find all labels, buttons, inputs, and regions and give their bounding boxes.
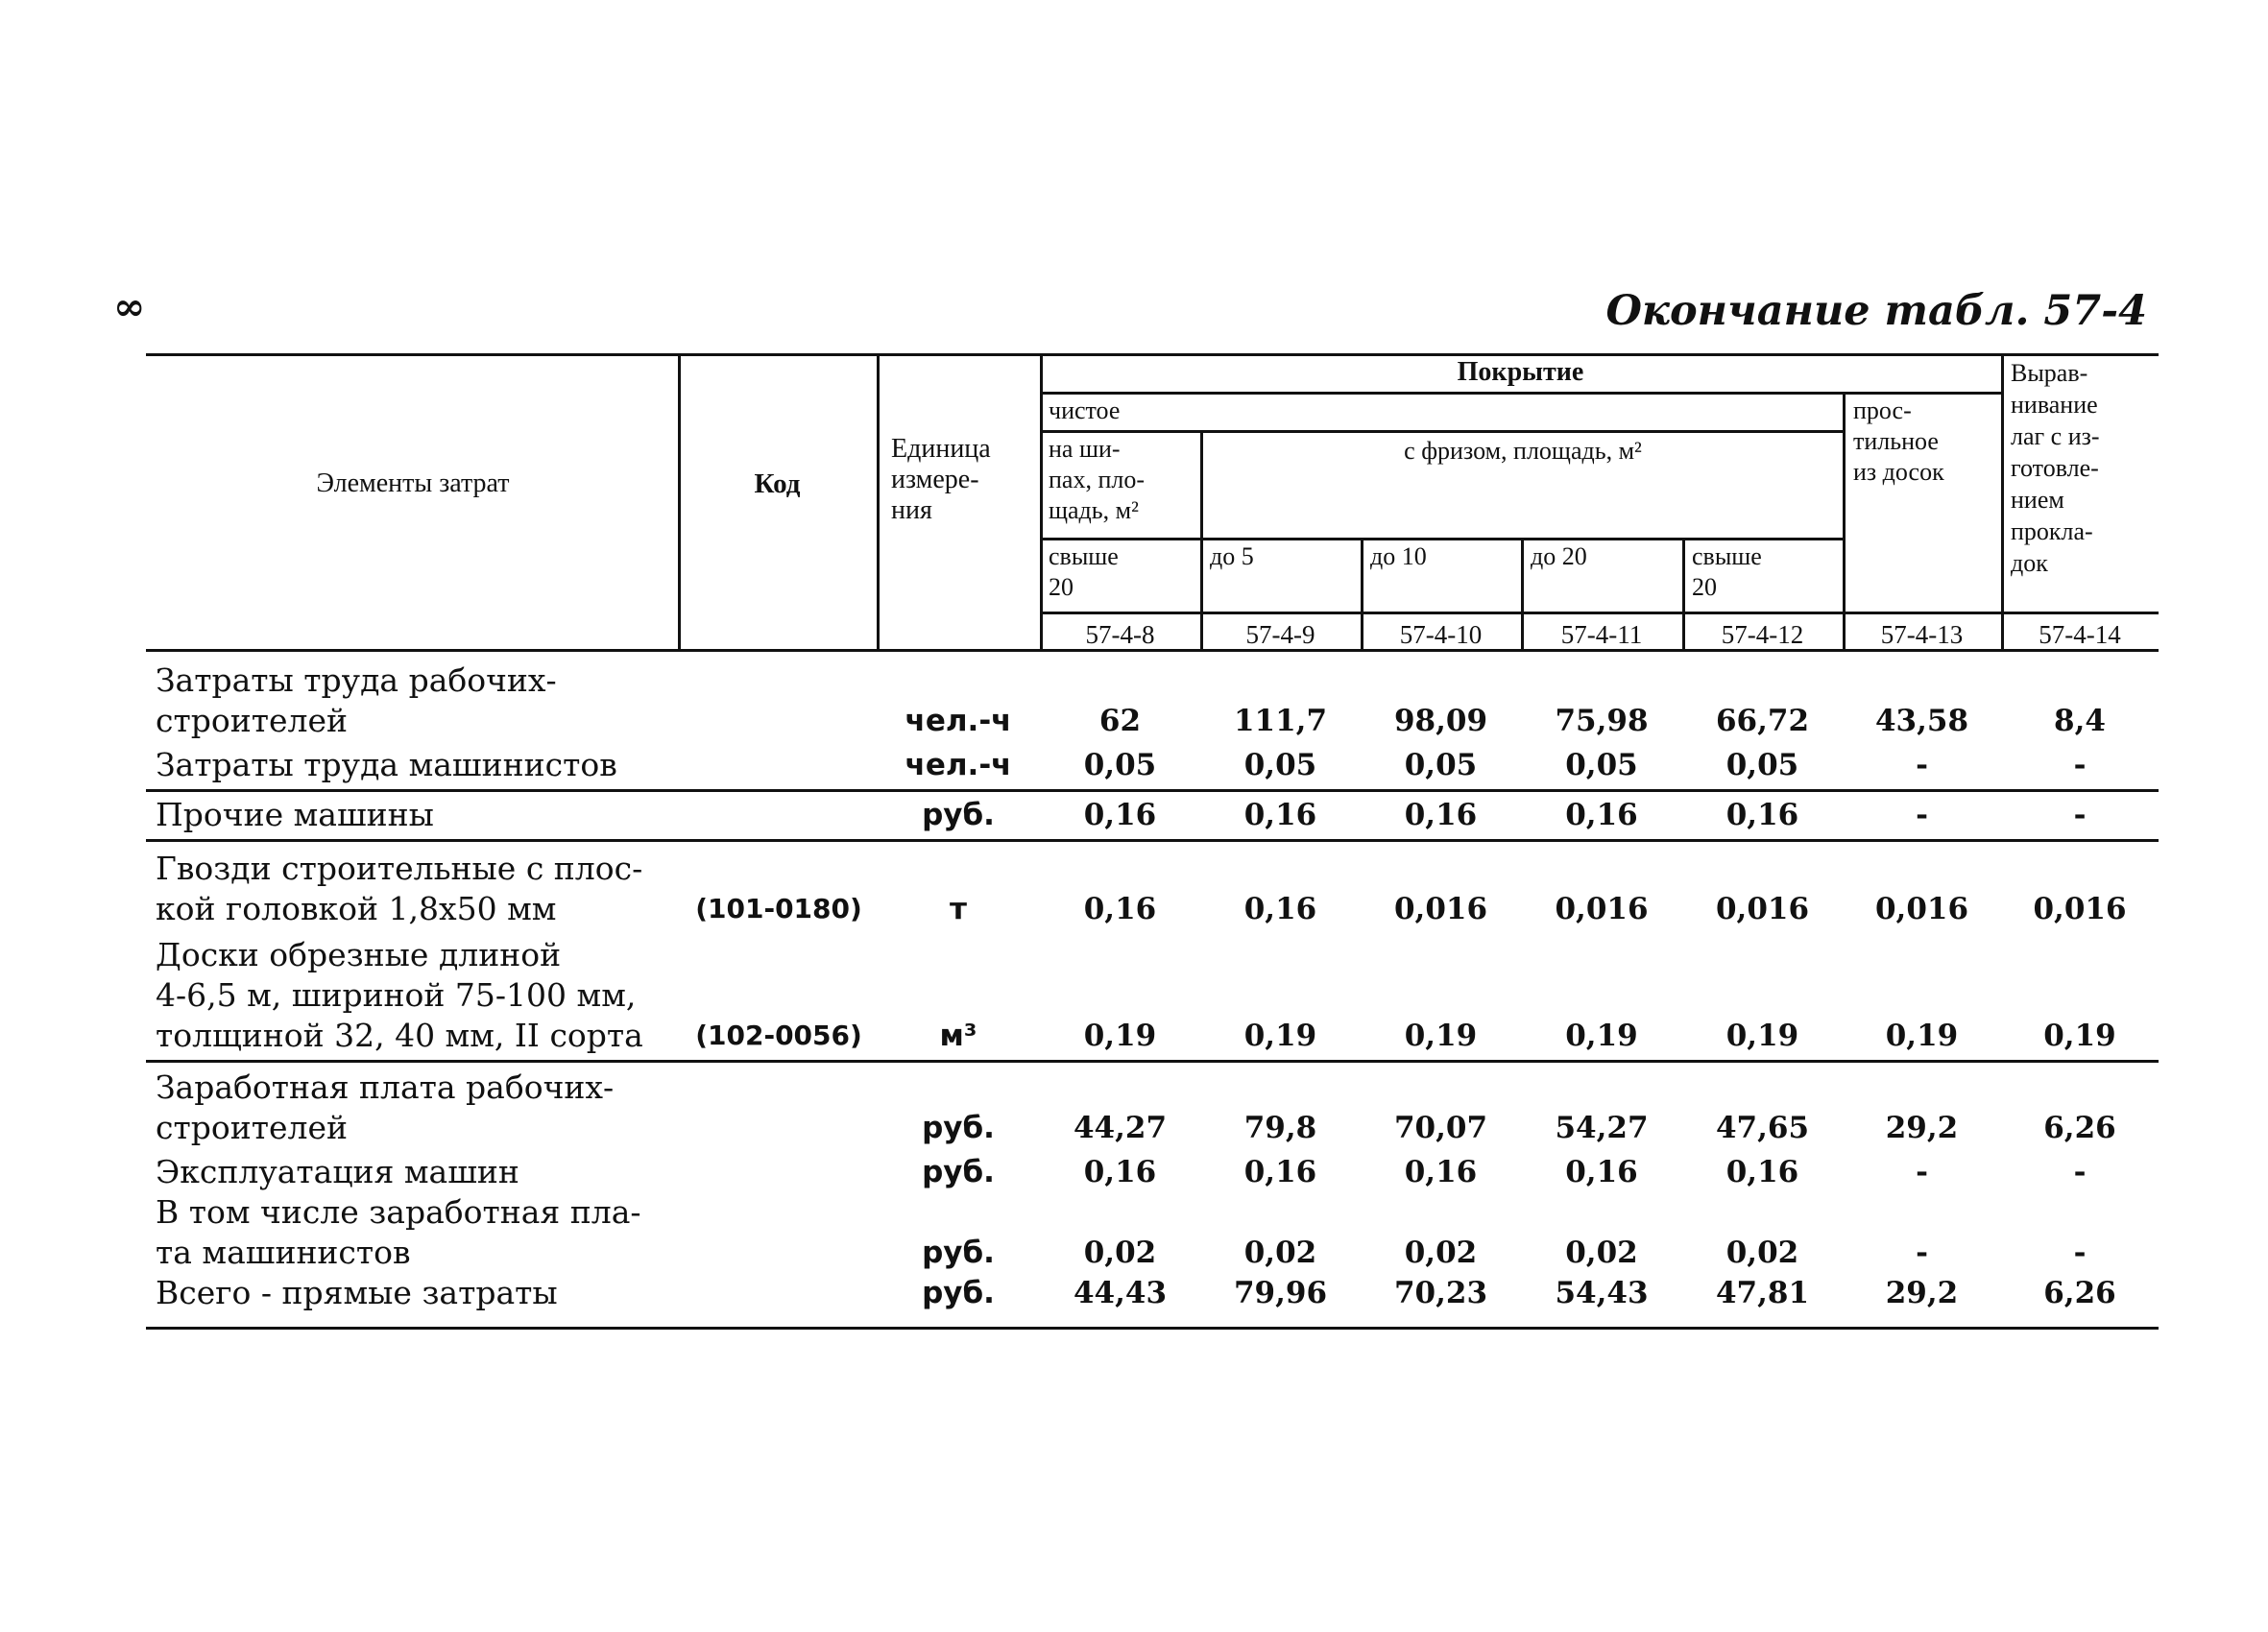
row-value: 44,27	[1073, 1111, 1168, 1145]
row-value: 70,23	[1393, 1276, 1488, 1310]
row-value: 0,016	[1715, 892, 1810, 926]
column-code: 57-4-12	[1721, 620, 1804, 649]
row-value: -	[1916, 1155, 1928, 1189]
row-value: -	[2073, 748, 2087, 782]
row-value: 0,19	[1243, 1019, 1317, 1053]
row-value: 0,16	[1083, 798, 1157, 832]
column-code: 57-4-14	[2039, 620, 2121, 649]
row-code: (102-0056)	[695, 1020, 862, 1051]
header-range-line: свыше	[1692, 542, 1762, 570]
row-value: 0,19	[1725, 1019, 1799, 1053]
group-separator	[146, 839, 2159, 842]
row-value: 0,16	[1243, 1155, 1317, 1189]
row-value: 0,016	[1874, 892, 1969, 926]
header-with-frieze: с фризом, площадь, м²	[1404, 437, 1642, 465]
row-value: 0,19	[1885, 1019, 1959, 1053]
row-value: 0,16	[1243, 798, 1317, 832]
row-unit: т	[950, 892, 967, 926]
row-value: 8,4	[2054, 704, 2106, 738]
row-value: 0,19	[2043, 1019, 2116, 1053]
row-label: толщиной 32, 40 мм, II сорта	[156, 1017, 643, 1054]
row-value: -	[1916, 748, 1928, 782]
row-value: -	[2073, 1236, 2087, 1270]
row-label: кой головкой 1,8x50 мм	[156, 890, 557, 927]
row-value: 47,81	[1715, 1276, 1810, 1310]
row-unit: чел.-ч	[905, 704, 1012, 738]
column-code: 57-4-13	[1880, 620, 1964, 649]
header-leveling-line: прокла-	[2011, 517, 2093, 545]
row-value: 29,2	[1885, 1276, 1959, 1310]
row-value: 0,02	[1404, 1236, 1478, 1270]
row-code: (101-0180)	[695, 893, 862, 924]
header-plank	[1853, 396, 1999, 488]
table-bottom-rule	[146, 1327, 2159, 1330]
row-value: 0,016	[2033, 892, 2127, 926]
header-on-dowels	[1049, 434, 1198, 526]
header-leveling	[2011, 357, 2157, 579]
header-plank-line: тильное	[1853, 427, 1939, 455]
header-range-line: 20	[1049, 573, 1074, 601]
row-label: Гвозди строительные с плос-	[156, 850, 643, 887]
row-value: 44,43	[1073, 1276, 1168, 1310]
header-range	[1370, 541, 1514, 572]
row-label: Заработная плата рабочих-	[156, 1068, 615, 1106]
row-label: Эксплуатация машин	[156, 1153, 519, 1190]
header-range-line: 20	[1692, 573, 1717, 601]
row-unit: м³	[939, 1019, 977, 1053]
group-separator	[146, 1060, 2159, 1063]
row-value: 0,16	[1404, 798, 1478, 832]
group-separator	[146, 789, 2159, 792]
header-leveling-line: док	[2011, 549, 2048, 577]
row-unit: руб.	[922, 1236, 995, 1270]
header-leveling-line: лаг с из-	[2011, 422, 2100, 450]
row-value: 0,16	[1404, 1155, 1478, 1189]
row-value: 0,16	[1565, 798, 1638, 832]
header-range-line: свыше	[1049, 542, 1119, 570]
row-value: 0,02	[1725, 1236, 1799, 1270]
row-label: Всего - прямые затраты	[156, 1274, 558, 1311]
row-label: Затраты труда рабочих-	[156, 661, 557, 699]
row-value: 0,16	[1243, 892, 1317, 926]
row-value: 0,16	[1725, 1155, 1799, 1189]
row-label: строителей	[156, 702, 348, 739]
row-value: 47,65	[1715, 1111, 1810, 1145]
row-value: 79,96	[1233, 1276, 1328, 1310]
row-value: 70,07	[1393, 1111, 1488, 1145]
row-value: 43,58	[1874, 704, 1969, 738]
row-label: Прочие машины	[156, 796, 434, 833]
row-value: -	[2073, 1155, 2087, 1189]
row-unit: руб.	[922, 1155, 995, 1189]
header-on-dowels-line: щадь, м²	[1049, 496, 1139, 524]
row-value: 111,7	[1233, 704, 1328, 738]
row-label: Доски обрезные длиной	[156, 936, 562, 973]
column-code: 57-4-9	[1245, 620, 1315, 649]
header-clean: чистое	[1049, 396, 1121, 424]
row-value: 0,02	[1565, 1236, 1638, 1270]
header-on-dowels-line: на ши-	[1049, 435, 1121, 463]
row-value: 0,016	[1555, 892, 1649, 926]
header-range	[1692, 541, 1836, 603]
row-unit: руб.	[922, 1276, 995, 1310]
row-value: 0,16	[1565, 1155, 1638, 1189]
table-caption: Окончание табл. 57-4	[1605, 287, 2147, 335]
row-label: Затраты труда машинистов	[156, 746, 617, 783]
header-leveling-line: нивание	[2011, 391, 2098, 419]
row-unit: чел.-ч	[905, 748, 1012, 782]
row-unit: руб.	[922, 1111, 995, 1145]
row-value: 0,02	[1243, 1236, 1317, 1270]
row-value: 0,05	[1725, 748, 1799, 782]
header-unit	[891, 434, 1035, 526]
row-label: строителей	[156, 1109, 348, 1146]
row-value: 0,16	[1083, 892, 1157, 926]
row-value: 0,19	[1404, 1019, 1478, 1053]
page-mark: ∞	[113, 284, 146, 329]
row-value: 6,26	[2043, 1276, 2116, 1310]
header-range-line: до 20	[1531, 542, 1587, 570]
header-plank-line: из досок	[1853, 458, 1944, 486]
row-value: 0,16	[1083, 1155, 1157, 1189]
row-value: 62	[1098, 704, 1142, 738]
row-value: 0,05	[1404, 748, 1478, 782]
row-value: 29,2	[1885, 1111, 1959, 1145]
column-code: 57-4-10	[1399, 620, 1483, 649]
row-value: 79,8	[1243, 1111, 1317, 1145]
header-unit-line: Единица	[891, 434, 991, 464]
header-leveling-line: нием	[2011, 486, 2064, 514]
column-code: 57-4-8	[1085, 620, 1155, 649]
row-value: -	[2073, 798, 2087, 832]
row-label: 4-6,5 м, шириной 75-100 мм,	[156, 976, 637, 1014]
header-unit-line: ния	[891, 495, 932, 525]
row-value: 6,26	[2043, 1111, 2116, 1145]
row-value: 0,05	[1083, 748, 1157, 782]
header-range	[1531, 541, 1675, 572]
column-code: 57-4-11	[1560, 620, 1643, 649]
header-range	[1210, 541, 1354, 572]
row-value: 54,43	[1555, 1276, 1649, 1310]
header-leveling-line: готовле-	[2011, 454, 2099, 482]
header-plank-line: прос-	[1853, 396, 1912, 424]
row-value: -	[1916, 1236, 1928, 1270]
row-value: 0,16	[1725, 798, 1799, 832]
row-value: 0,19	[1565, 1019, 1638, 1053]
header-coverage: Покрытие	[1457, 357, 1584, 387]
header-leveling-line: Вырав-	[2011, 359, 2088, 387]
row-unit: руб.	[922, 798, 995, 832]
header-elements: Элементы затрат	[316, 468, 510, 498]
row-value: 54,27	[1555, 1111, 1649, 1145]
header-unit-line: измере-	[891, 465, 979, 494]
header-range-line: до 5	[1210, 542, 1254, 570]
row-label: В том числе заработная пла-	[156, 1193, 641, 1231]
row-value: 0,05	[1243, 748, 1317, 782]
row-value: 66,72	[1715, 704, 1810, 738]
row-value: 0,05	[1565, 748, 1638, 782]
row-value: 75,98	[1555, 704, 1649, 738]
header-range-line: до 10	[1370, 542, 1427, 570]
row-value: 0,19	[1083, 1019, 1157, 1053]
row-label: та машинистов	[156, 1234, 411, 1271]
header-on-dowels-line: пах, пло-	[1049, 466, 1146, 493]
row-value: 0,016	[1393, 892, 1488, 926]
row-value: 0,02	[1083, 1236, 1157, 1270]
header-range	[1049, 541, 1193, 603]
header-code: Код	[754, 468, 801, 499]
row-value: -	[1916, 798, 1928, 832]
row-value: 98,09	[1393, 704, 1488, 738]
